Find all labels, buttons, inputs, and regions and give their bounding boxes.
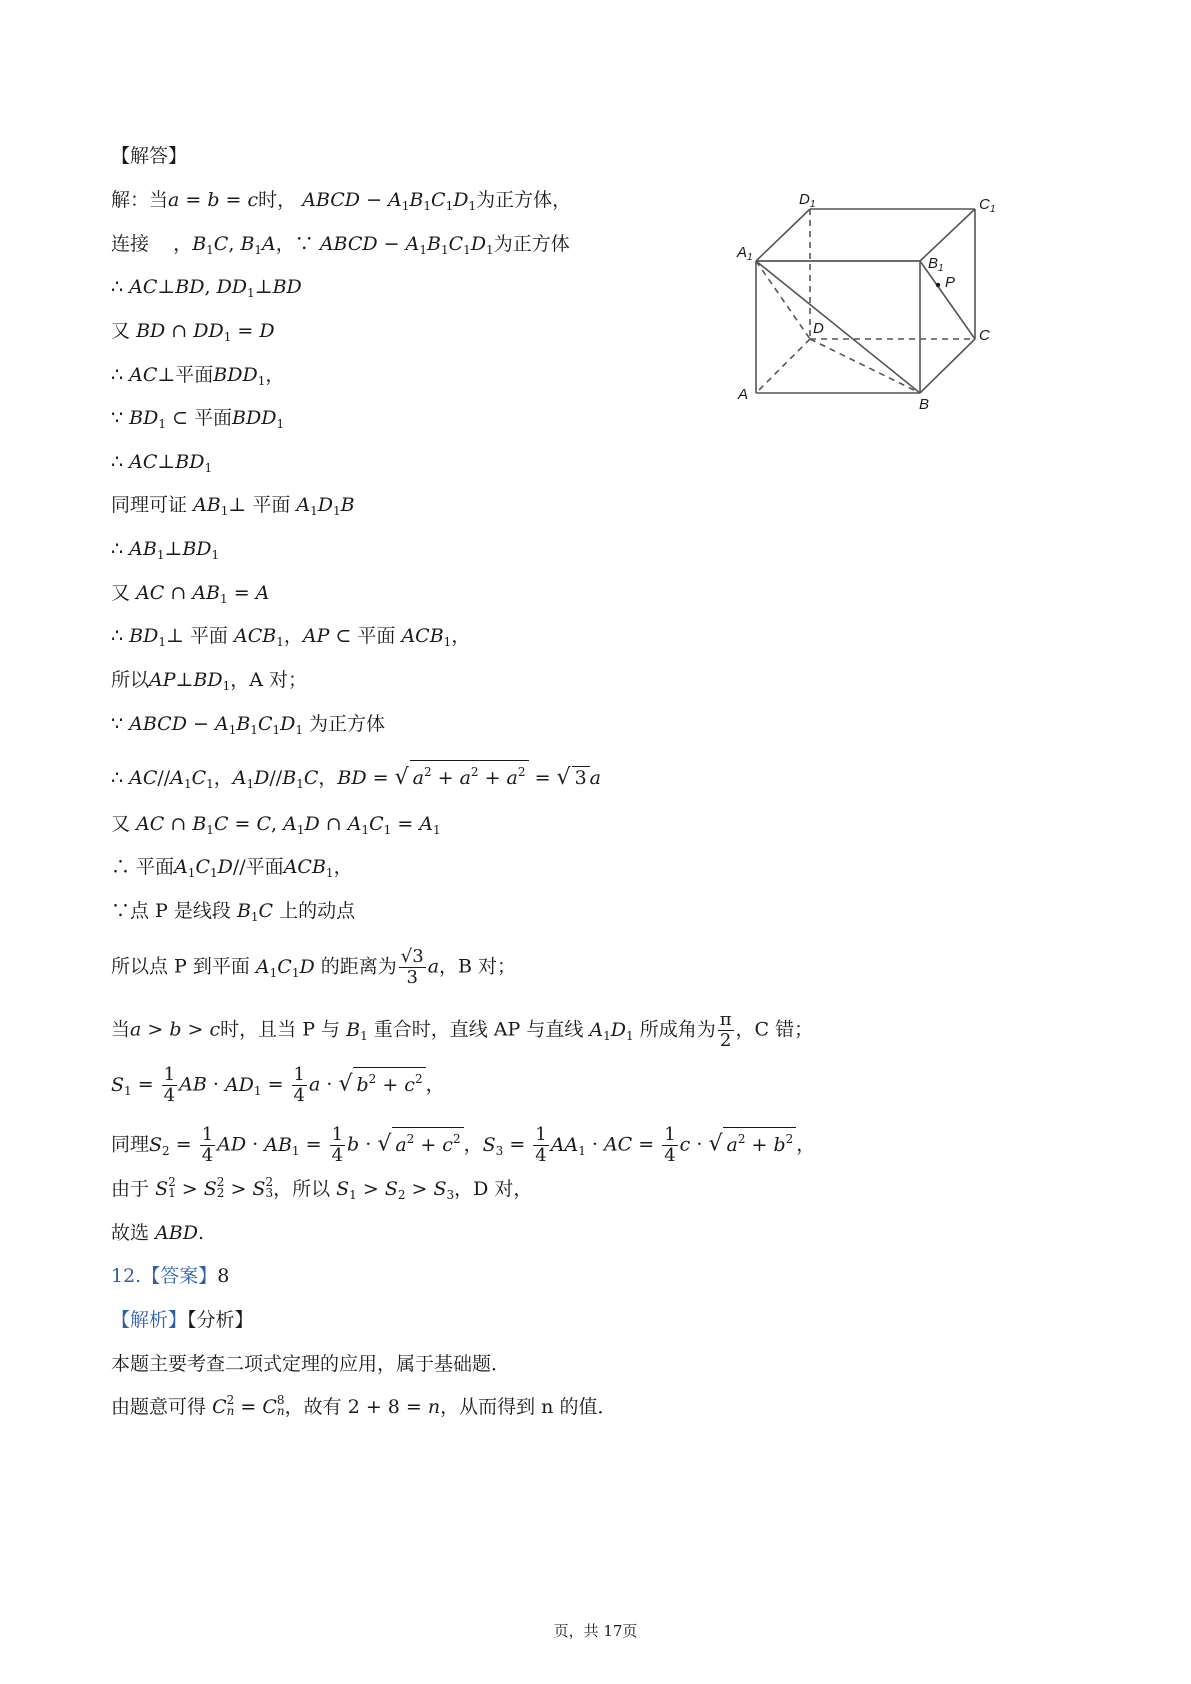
solution-line-19: 当a > b > c时，且当 P 与 $B_1$ 重合时，直线 AP 与直线 $A_1D_1$ 所成角为 $\frac{\pi}{2}$ ，C 错；	[111, 1009, 814, 1051]
solution-text: 平面	[252, 494, 291, 516]
solution-text: 平面	[189, 625, 228, 647]
solution-text: 点 P 是线段	[130, 900, 231, 922]
section-header: 【解答】	[111, 145, 188, 167]
solution-line-4: 又 BD ∩ $DD_1 = D$	[111, 320, 275, 344]
solution-line-22: 由于 S 2 1 > S 2 2 > S 2 3 ，所以 $S_1 > S_2 > S_3$，D 对，	[111, 1175, 533, 1202]
solution-text: 由题意可得	[111, 1396, 207, 1418]
label-c1: $C_1$	[979, 196, 996, 215]
solution-text: 所以点 P 到平面	[111, 955, 250, 978]
solution-text: 平面	[193, 407, 232, 429]
solution-text: 又	[111, 813, 131, 835]
solution-line-7: ∴ $AC\perp BD_1$	[111, 451, 213, 475]
solution-line-16: ∴ 平面$A_1C_1D//$平面$ACB_1$，	[111, 856, 353, 880]
solution-text: 平面	[245, 856, 284, 878]
solution-text: 平面	[136, 856, 175, 878]
solution-line-12: 所以$AP\perp BD_1$，A 对；	[111, 669, 308, 693]
solution-text: 重合时，直线 AP 与直线	[373, 1018, 584, 1041]
cube-hidden-edges	[756, 209, 975, 393]
label-p: P	[945, 274, 956, 291]
solution-line-21: 同理$S_2$ = $\frac{1}{4}$ AD · $AB_1$ = $\frac{1}{4}$ b · √ $a^2 + c^2$ ，$S_3$ = $\frac{1}{4}$ $AA_1$ · AC = $\frac{1}{4}$ c · √ $a^2 + b^2$ ，	[111, 1124, 816, 1166]
solution-line-13: ∵ ABCD − $A_1B_1C_1D_1$ 为正方体	[111, 713, 386, 737]
solution-text: ，所以	[273, 1178, 331, 1200]
solution-text: ，A 对；	[230, 669, 308, 691]
solution-text: 平面	[175, 364, 214, 386]
analysis-line-1: 本题主要考查二项式定理的应用，属于基础题．	[111, 1353, 511, 1375]
solution-line-17: ∵点 P 是线段 $B_1C$ 上的动点	[111, 900, 356, 924]
solution-text: 时，	[258, 189, 297, 211]
question-number: 12.	[111, 1265, 142, 1287]
solution-text: ，故有	[284, 1396, 342, 1418]
solution-text: ，B 对；	[439, 955, 517, 978]
solution-text: 平面	[357, 625, 396, 647]
solution-text: 故选	[111, 1222, 150, 1244]
solution-line-18: 所以点 P 到平面 $A_1C_1D$ 的距离为 $\frac{√3}{3}$ a，B 对；	[111, 946, 517, 988]
solution-line-23: 故选 ABD.	[111, 1222, 205, 1244]
solution-text: 由于	[111, 1178, 150, 1200]
solution-line-9: ∴ $AB_1\perp BD_1$	[111, 538, 220, 562]
solution-line-2: 连接 ，$B_1C$, $B_1A$，∵ ABCD − $A_1B_1C_1D_1$为正方体	[111, 233, 570, 257]
cube-figure	[737, 191, 1005, 425]
label-b1: $B_1$	[928, 255, 944, 274]
analysis-line-2: 由题意可得 C 2 n = C 8 n ，故有 2 + 8 = n，从而得到 n 的值．	[111, 1393, 617, 1418]
solution-text: ，从而得到 n 的值．	[440, 1396, 617, 1418]
solution-text: 又	[111, 320, 131, 342]
solution-text: 为正方体	[309, 713, 386, 735]
solution-line-10: 又 AC ∩ $AB_1 = A$	[111, 582, 270, 606]
label-a1: $A_1$	[737, 244, 753, 263]
answer-line	[111, 1263, 229, 1289]
point-p-dot	[936, 283, 940, 287]
solution-text: 所成角为	[639, 1018, 716, 1041]
solution-line-14: ∴ $AC//A_1C_1$，$A_1D//B_1C$，BD = √ $a^2 + a^2 + a^2$ = √ 3 a	[111, 760, 601, 797]
solution-line-11: ∴ $BD_1\perp$ 平面 $ACB_1$，AP ⊂ 平面 $ACB_1$，	[111, 625, 471, 649]
jiexi-label: 【解析】	[111, 1309, 188, 1331]
solution-text: 所以	[111, 669, 150, 691]
cube-edges	[756, 209, 975, 393]
solution-text: ，C 错；	[735, 1018, 814, 1041]
solution-line-20: $S_1$ = $\frac{1}{4}$ AB · $AD_1$ = $\frac{1}{4}$ a · √ $b^2 + c^2$ ，	[111, 1064, 445, 1106]
fenxi-label: 【分析】	[187, 1309, 254, 1331]
solution-text: 连接	[111, 233, 150, 255]
answer-value: 8	[217, 1265, 230, 1287]
solution-line-6: ∵ $BD_1$ ⊂ 平面$BDD_1$	[111, 407, 285, 431]
analysis-header	[111, 1307, 254, 1333]
solution-text: 为正方体，	[476, 189, 572, 211]
solution-text: 同理	[111, 1133, 150, 1156]
solution-text: 当	[111, 1018, 131, 1041]
answer-label: 【答案】	[141, 1265, 218, 1287]
label-d1: $D_1$	[799, 191, 816, 210]
solution-line-5: ∴ AC⊥平面$BDD_1$，	[111, 364, 285, 388]
solution-text: 上的动点	[279, 900, 356, 922]
page-footer: 页，共 17页	[553, 1622, 638, 1640]
solution-text: 同理可证	[111, 494, 188, 516]
label-d: D	[813, 320, 824, 337]
solution-line-1: 解：当a = b = c时， ABCD − $A_1B_1C_1D_1$为正方体，	[111, 189, 572, 213]
label-c: C	[979, 327, 990, 344]
solution-text: 时，且当 P 与	[220, 1018, 341, 1041]
label-a: A	[738, 386, 749, 403]
solution-text: 又	[111, 582, 131, 604]
solution-text: 为正方体	[493, 233, 570, 255]
solution-text: ，D 对，	[454, 1178, 533, 1200]
solution-line-15: 又 AC ∩ $B_1C = C$, $A_1D$ ∩ $A_1C_1 = A_1$	[111, 813, 441, 837]
solution-text: 的距离为	[320, 955, 397, 978]
solution-line-3: ∴ AC⊥BD, $DD_1\perp BD$	[111, 276, 302, 300]
solution-line-8: 同理可证 $AB_1\perp$ 平面 $A_1D_1B$	[111, 494, 355, 518]
label-b: B	[919, 396, 930, 413]
solution-text: 解：当	[111, 189, 169, 211]
